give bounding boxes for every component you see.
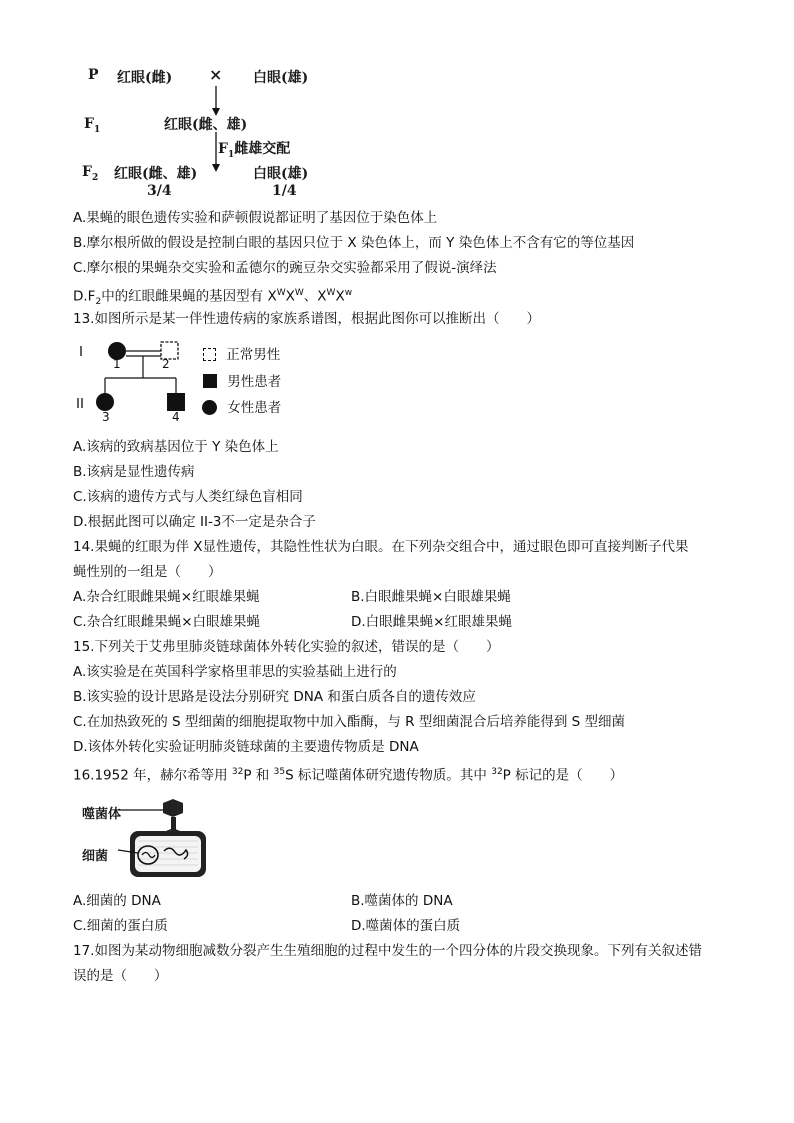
- q13-stem: 13.如图所示是某一伴性遗传病的家族系谱图，根据此图你可以推断出（ ）: [73, 311, 540, 327]
- q15-option-a: A.该实验是在英国科学家格里菲思的实验基础上进行的: [73, 664, 397, 680]
- q14-option-a: A.杂合红眼雌果蝇×红眼雄果蝇: [73, 589, 260, 605]
- q14-option-b: B.白眼雌果蝇×白眼雄果蝇: [351, 589, 511, 605]
- q15-option-d: D.该体外转化实验证明肺炎链球菌的主要遗传物质是 DNA: [73, 739, 419, 755]
- q12-option-a: A.果蝇的眼色遗传实验和萨顿假说都证明了基因位于染色体上: [73, 210, 438, 226]
- individual-2-label: 2: [162, 357, 170, 371]
- f2-white-ratio: 1/4: [272, 183, 297, 199]
- individual-1-label: 1: [113, 357, 121, 371]
- f2-red-eye: 红眼(雌、雄): [114, 166, 198, 182]
- q17-stem-line2: 误的是（ ）: [73, 968, 168, 984]
- q14-option-d: D.白眼雌果蝇×红眼雄果蝇: [351, 614, 512, 630]
- q14-stem-line2: 蝇性别的一组是（ ）: [73, 564, 222, 580]
- q13-option-d: D.根据此图可以确定 II-3不一定是杂合子: [73, 514, 316, 530]
- p-male-parent: 白眼(雄): [253, 70, 309, 86]
- q16-option-d: D.噬菌体的蛋白质: [351, 918, 461, 934]
- individual-4-label: 4: [172, 410, 180, 424]
- q17-stem-line1: 17.如图为某动物细胞减数分裂产生生殖细胞的过程中发生的一个四分体的片段交换现象。下列有关叙述错: [73, 943, 702, 959]
- cross-symbol: ×: [209, 65, 223, 84]
- generation-ii-label: II: [76, 396, 84, 412]
- legend-affected-male: 男性患者: [203, 370, 281, 390]
- bacteria-label: 细菌: [82, 849, 109, 864]
- p-generation-label: P: [88, 67, 99, 83]
- affected-female-symbol: [202, 400, 217, 415]
- q14-option-c: C.杂合红眼雌果蝇×白眼雄果蝇: [73, 614, 261, 630]
- q16-option-b: B.噬菌体的 DNA: [351, 893, 453, 909]
- q16-option-a: A.细菌的 DNA: [73, 893, 161, 909]
- legend-normal-male: 正常男性: [203, 343, 280, 363]
- phage-label: 噬菌体: [82, 807, 122, 822]
- q14-stem-line1: 14.果蝇的红眼为伴 X显性遗传，其隐性性状为白眼。在下列杂交组合中，通过眼色即可直接判断子代果: [73, 539, 689, 555]
- f1-offspring: 红眼(雌、雄): [164, 117, 248, 133]
- q15-option-b: B.该实验的设计思路是设法分别研究 DNA 和蛋白质各自的遗传效应: [73, 689, 476, 705]
- q13-option-c: C.该病的遗传方式与人类红绿色盲相同: [73, 489, 303, 505]
- q12-option-c: C.摩尔根的果蝇杂交实验和孟德尔的豌豆杂交实验都采用了假说-演绎法: [73, 260, 497, 276]
- legend-affected-female: 女性患者: [202, 396, 281, 416]
- p-female-parent: 红眼(雌): [117, 70, 173, 86]
- q16-option-c: C.细菌的蛋白质: [73, 918, 168, 934]
- f1-mating-label: $F_1$雌雄交配: [218, 141, 291, 160]
- f2-red-ratio: 3/4: [147, 183, 172, 199]
- q16-stem: 16.1952 年，赫尔希等用 $^{32}$P 和 $^{35}$S 标记噬菌体研究遗传物质。其中 $^{32}$P 标记的是（ ）: [73, 767, 624, 784]
- q12-option-b: B.摩尔根所做的假设是控制白眼的基因只位于 X 染色体上，而 Y 染色体上不含有它的等位基因: [73, 235, 635, 251]
- f1-generation-label: $F_1$: [84, 116, 101, 135]
- q15-stem: 15.下列关于艾弗里肺炎链球菌体外转化实验的叙述，错误的是（ ）: [73, 639, 500, 655]
- generation-i-label: I: [79, 344, 83, 360]
- cross-arrows: [205, 84, 225, 184]
- pedigree-diagram: [78, 336, 198, 428]
- affected-male-symbol: [203, 374, 217, 388]
- phage-bacteria-illustration: [118, 795, 213, 885]
- f2-generation-label: $F_2$: [82, 164, 99, 183]
- f2-white-eye: 白眼(雄): [253, 166, 309, 182]
- q15-option-c: C.在加热致死的 S 型细菌的细胞提取物中加入酯酶，与 R 型细菌混合后培养能得到 S 型细菌: [73, 714, 625, 730]
- q13-option-b: B.该病是显性遗传病: [73, 464, 195, 480]
- individual-3-label: 3: [102, 410, 110, 424]
- q12-option-d: $D.F_2$中的红眼雌果蝇的基因型有 $X^WX^W$、$X^WX^w$: [73, 288, 353, 308]
- q13-option-a: A.该病的致病基因位于 Y 染色体上: [73, 439, 279, 455]
- normal-male-symbol: [203, 348, 216, 361]
